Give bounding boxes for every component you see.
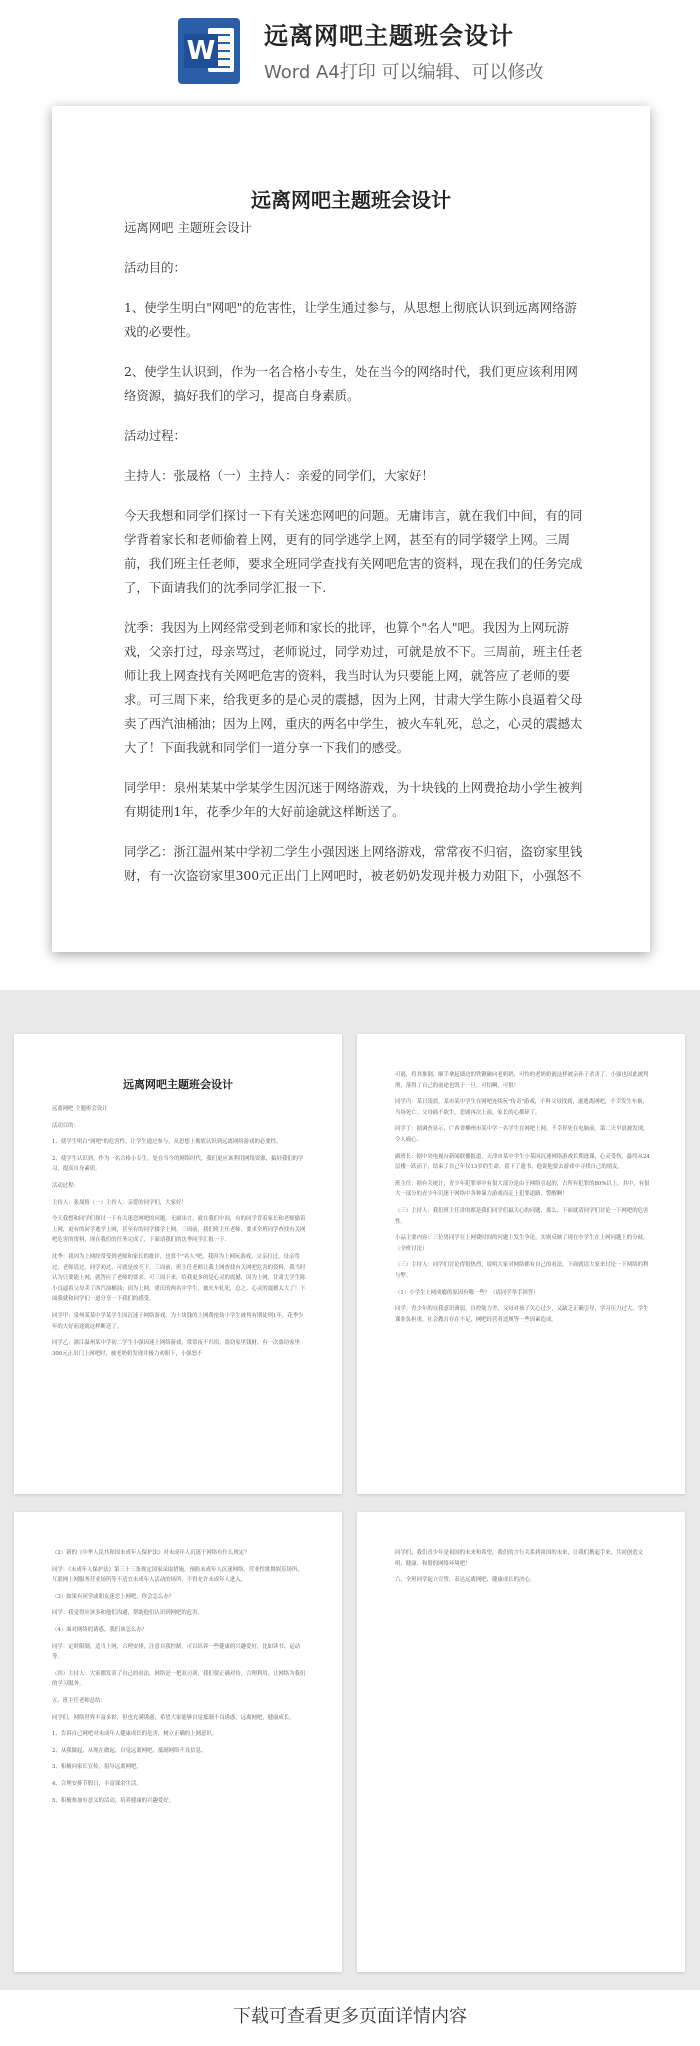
document-paragraph: 同学乙：浙江温州某中学初二学生小强因迷上网络游戏，常常夜不归宿，盗窃家里钱财，有一次盗窃家里300元正出门上网吧时，被老奶奶发现并极力劝阻下，小强怒不 — [124, 844, 583, 883]
document-paragraph: 主持人：张晟格（一）主持人：亲爱的同学们，大家好！ — [124, 468, 434, 483]
thumbnail-body — [395, 1070, 651, 1331]
banner-title: 远离网吧主题班会设计 — [264, 22, 514, 50]
download-more-link[interactable]: 下载可查看更多页面详情内容 — [233, 2006, 467, 2027]
thumbnail-paragraph: （3）如果有同学或朋友迷恋上网吧，你会怎么办？ — [52, 1593, 175, 1600]
thumbnail-paragraph: 活动过程： — [52, 1182, 79, 1189]
thumbnail-paragraph: （三）主持人：同学们讨论得很热烈，说明大家对网络都有自己的看法。下面就请大家来讨论一下网络的利与弊。 — [395, 1262, 649, 1279]
thumbnail-paragraph: 远离网吧 主题班会设计 — [52, 1106, 108, 1112]
thumbnail-body — [52, 1548, 308, 1812]
thumbnail-paragraph: 主持人：张晟格（一）主持人：亲爱的同学们，大家好！ — [52, 1199, 187, 1206]
thumbnail-paragraph: 同学：定时限制，适当上网，合理安排，注意自我控制，可以培养一些健康的兴趣爱好，比如读书、运动等。 — [52, 1643, 300, 1661]
thumbnail-body — [395, 1548, 651, 1592]
thumbnail-paragraph: 同学：我觉得应该多和他们沟通，帮助他们认识到网吧的危害。 — [52, 1610, 203, 1617]
thumbnail-paragraph: （1）小学生上网成瘾的原因有哪一些？（请同学举手回答） — [395, 1289, 539, 1296]
thumbnail-paragraph: 同学乙：浙江温州某中学初二学生小强因迷上网络游戏，常常夜不归宿，盗窃家里钱财，有一次盗窃家里300元正出门上网吧时，被老奶奶发现并极力劝阻下，小强怒不 — [52, 1340, 300, 1357]
thumbnail-paragraph: 小品主要内容：三位男同学在上网费时间的问题上发生争论，实则反映了现在中学生在上网问题上的分歧。（全班讨论） — [395, 1235, 649, 1252]
thumbnail-paragraph: 同学们，我们青少年是祖国的未来和希望，我们的言行关系到祖国的未来，让我们携起手来，共同创造文明、健康、和谐的网络环境吧！ — [395, 1550, 643, 1567]
page-thumbnail-3[interactable] — [14, 1512, 342, 1972]
thumbnail-paragraph: 2、使学生认识到，作为一名合格小专生，处在当今的网络时代，我们更应该利用网络资源，搞好我们的学习，提高自身素质。 — [52, 1155, 304, 1173]
page-thumbnail-4[interactable] — [357, 1512, 685, 1972]
page-thumbnail-1[interactable] — [14, 1034, 342, 1494]
thumbnail-paragraph: （4）面对网络的诱惑，我们该怎么办？ — [52, 1626, 148, 1633]
thumbnail-paragraph: 今天我想和同学们探讨一下有关迷恋网吧的问题。无庸讳言，就在我们中间，有的同学背着家长和老师偷着上网，更有的同学逃学上网，甚至有的同学辍学上网。三周前，我们班主任老师，要求全班同学查找有关网吧危害的资料，现在我们的任务完成了，下面请我们的沈季同学汇报一下. — [52, 1216, 306, 1244]
document-paragraph: 远离网吧 主题班会设计 — [124, 220, 252, 235]
thumbnail-paragraph: 同学甲：泉州某某中学某学生因沉迷于网络游戏，为十块钱的上网费抢劫小学生被判有期徒刑1年，花季少年的大好前途就这样断送了。 — [52, 1312, 304, 1330]
thumbnail-paragraph: 副班长：据中央电视台新闻联播报道，天津市某中学生小某因沉迷网络游戏长期逃课，心灵受伤，最终从24层楼一跃而下，结束了自己年仅13岁的生命，留下了遗书，他说他要去游戏中寻找自己的朋友。 — [395, 1153, 650, 1171]
thumbnail-paragraph: （四）主持人：大家都发表了自己的看法，网络是一把双刃剑，我们要正确对待，合理利用，让网络为我们的学习服务。 — [52, 1670, 306, 1688]
document-paragraph: 活动目的： — [124, 260, 186, 275]
document-paragraph: 沈季：我因为上网经常受到老师和家长的批评，也算个"名人"吧。我因为上网玩游戏，父亲打过，母亲骂过，老师说过，同学劝过，可就是放不下。三周前，班主任老师让我上网查找有关网吧危害的资料，我当时认为只要能上网，就答应了老师的要求。可三周下来，给我更多的是心灵的震撼，因为上网，甘肃大学生陈小良逼着父母卖了西汽油桶油；因为上网，重庆的两名中学生，被火车轧死，总之，心灵的震撼太大了！下面我就和同学们一道分享一下我们的感受。 — [124, 620, 583, 755]
thumbnail-paragraph: 1、使学生明白"网吧"的危害性，让学生通过参与，从思想上彻底认识到远离网络游戏的必要性。 — [52, 1139, 282, 1146]
thumbnail-title: 远离网吧主题班会设计 — [123, 1078, 233, 1091]
thumbnail-paragraph: 同学：青少年的自我意识薄弱，自控能力差，父母对孩子关心过少，又缺乏正确引导，学习压力过大，学生课业负担重，社会教育存在不足，网吧经营者违规等一些因素造成。 — [395, 1306, 649, 1323]
thumbnail-paragraph: 六、全班同学起立宣誓，表达远离网吧、健康成长的决心。 — [395, 1577, 536, 1584]
word-document-icon — [178, 18, 240, 84]
page-thumbnail-2[interactable] — [357, 1034, 685, 1494]
thumbnail-paragraph: （2）新的《中华人民共和国未成年人保护法》对未成年人沉迷于网络有什么规定？ — [52, 1550, 250, 1556]
banner-subtitle: Word A4打印 可以编辑、可以修改 — [264, 62, 544, 83]
document-paragraph: 活动过程： — [124, 428, 186, 443]
thumbnail-paragraph: 班主任：据有关统计，青少年犯罪率中有很大部分是由于网络引起的，占所有犯罪的80%以上。其中，有很大一部分的青少年沉迷于网络中各种暴力游戏而走上犯罪道路，警醒啊！ — [395, 1180, 650, 1198]
thumbnail-paragraph: 同学丁：据调查显示，广西省柳州市某中学一名学生在网吧上网，不幸猝死在电脑前。第二天早晨被发现，令人痛心。 — [395, 1126, 649, 1143]
thumbnail-paragraph: 活动目的： — [52, 1122, 79, 1129]
thumbnail-paragraph: 4、合理安排节假日，丰富课余生活。 — [52, 1780, 142, 1787]
document-title: 远离网吧主题班会设计 — [251, 188, 451, 212]
thumbnail-body — [52, 1104, 308, 1365]
thumbnail-paragraph: 3、积极向家长宣传，倡导远离网吧。 — [52, 1764, 142, 1771]
thumbnail-paragraph: 同学们，网络世界丰富多彩，但也充满诱惑，希望大家能够自觉抵制不良诱惑，远离网吧，健康成长。 — [52, 1714, 295, 1721]
thumbnail-paragraph: 同学：《未成年人保护法》第三十三条规定国家采取措施，预防未成年人沉迷网络。营业性歌舞娱乐场所、互联网上网服务营业场所等不适宜未成年人活动的场所，不得允许未成年人进入。 — [52, 1566, 303, 1584]
document-preview-page — [52, 106, 650, 952]
thumbnail-paragraph: 五、班主任老师总结： — [52, 1697, 106, 1704]
thumbnail-paragraph: 1、告诉自己网吧对未成年人健康成长的危害，树立正确的上网意识。 — [52, 1731, 218, 1738]
thumbnail-paragraph: 可遏，将其推倒，顺手拿起墙边的铁锹砸向老奶奶，可怜的老奶奶就这样被亲孙子杀害了。小强也因此被判刑，落得了自己的前途也毁于一旦。可怕啊，可恨！ — [395, 1072, 649, 1089]
document-paragraph: 同学甲：泉州某某中学某学生因沉迷于网络游戏，为十块钱的上网费抢劫小学生被判有期徒刑1年，花季少年的大好前途就这样断送了。 — [124, 780, 583, 819]
word-icon-letter: W — [184, 34, 218, 68]
document-paragraph: 今天我想和同学们探讨一下有关迷恋网吧的问题。无庸讳言，就在我们中间，有的同学背着家长和老师偷着上网，更有的同学逃学上网，甚至有的同学辍学上网。三周前，我们班主任老师，要求全班同学查找有关网吧危害的资料，现在我们的任务完成了，下面请我们的沈季同学汇报一下. — [124, 508, 583, 595]
thumbnail-paragraph: （三）主持人：我们班主任讲的都是我们同学们最关心的问题，那么，下面就请同学们讨论一下网吧的危害性。 — [395, 1207, 649, 1225]
header-banner — [0, 0, 700, 100]
document-body — [124, 216, 584, 904]
thumbnail-paragraph: 沈季：我因为上网经常受到老师和家长的批评，也算个"名人"吧。我因为上网玩游戏，父亲打过，母亲骂过，老师说过，同学劝过，可就是放不下。三周前，班主任老师让我上网查找有关网吧危害的资料，我当时认为只要能上网，就答应了老师的要求。可三周下来，给我更多的是心灵的震撼，因为上网，甘肃大学生陈小良逼着父母卖了西汽油桶油；因为上网，重庆的两名中学生，被火车轧死，总之，心灵的震撼太大了！下面我就和同学们一道分享一下我们的感受。 — [52, 1253, 306, 1303]
thumbnail-paragraph: 同学丙：某日凌晨，某市某中学生在网吧连续玩"传奇"游戏，不料父母找到，遂逃离网吧，不幸发生车祸，当场死亡。父母痛不欲生，悲剧再次上演，家长的心都碎了。 — [395, 1099, 648, 1116]
thumbnail-paragraph: 2、从我做起，从现在做起，自觉远离网吧，抵制网络不良信息。 — [52, 1747, 207, 1754]
document-paragraph: 1、使学生明白"网吧"的危害性，让学生通过参与，从思想上彻底认识到远离网络游戏的必要性。 — [124, 300, 577, 339]
thumbnail-paragraph: 5、积极参加有意义的活动，培养健康的兴趣爱好。 — [52, 1797, 175, 1804]
document-paragraph: 2、使学生认识到，作为一名合格小专生，处在当今的网络时代，我们更应该利用网络资源，搞好我们的学习，提高自身素质。 — [124, 364, 578, 403]
